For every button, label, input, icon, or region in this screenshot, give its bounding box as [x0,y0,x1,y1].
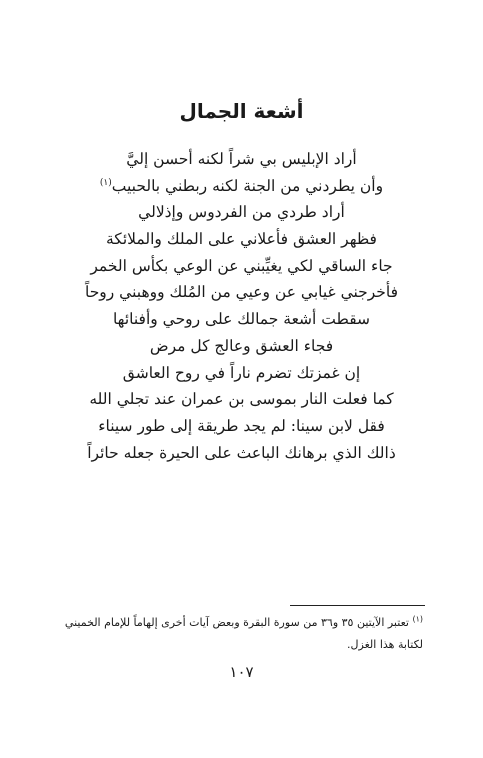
page-number: ١٠٧ [229,663,254,681]
footnote [53,612,423,656]
poem-title: أشعة الجمال [179,99,304,123]
poem-verse: وأن يطردني من الجنة لكنه ربطني بالحبيب$^{(١)}$ [99,176,384,195]
poem-verse: أراد الإبليس بي شراً لكنه أحسن إليَّ [126,150,357,168]
poem-verse: فقل لابن سينا: لم يجد طريقة إلى طور سيناء [98,416,385,435]
poem-verse: ذالك الذي برهانك الباعث على الحيرة جعله حائراً [87,443,396,462]
footnote-marker: (١) [412,614,423,624]
poem-body [0,146,483,466]
poem-verse: أراد طردي من الفردوس وإذلالي [138,203,345,222]
poem-verse: كما فعلت النار بموسى بن عمران عند تجلي الله [89,390,394,409]
poem-verse: جاء الساقي لكي يغيِّبني عن الوعي بكأس الخمر [90,256,393,275]
poem-verse: إن غمزتك تضرم ناراً في روح العاشق [122,363,361,382]
poem-verse: فجاء العشق وعالج كل مرض [149,336,334,355]
footnote-reference: (١) [99,177,112,188]
footnote-text: تعتبر الآيتين ٣٥ و٣٦ من سورة البقرة وبعض آيات أخرى إلهاماً للإمام الخميني لكتابة هذا الغزل. [64,616,423,651]
poem-verse: فظهر العشق فأعلاني على الملك والملائكة [106,230,377,249]
footnote-divider [290,605,425,606]
poem-verse: فأخرجني غيابي عن وعيي من المُلك ووهبني روحاً [84,283,399,302]
poem-verse: سقطت أشعة جمالك على روحي وأفنائها [112,310,371,329]
